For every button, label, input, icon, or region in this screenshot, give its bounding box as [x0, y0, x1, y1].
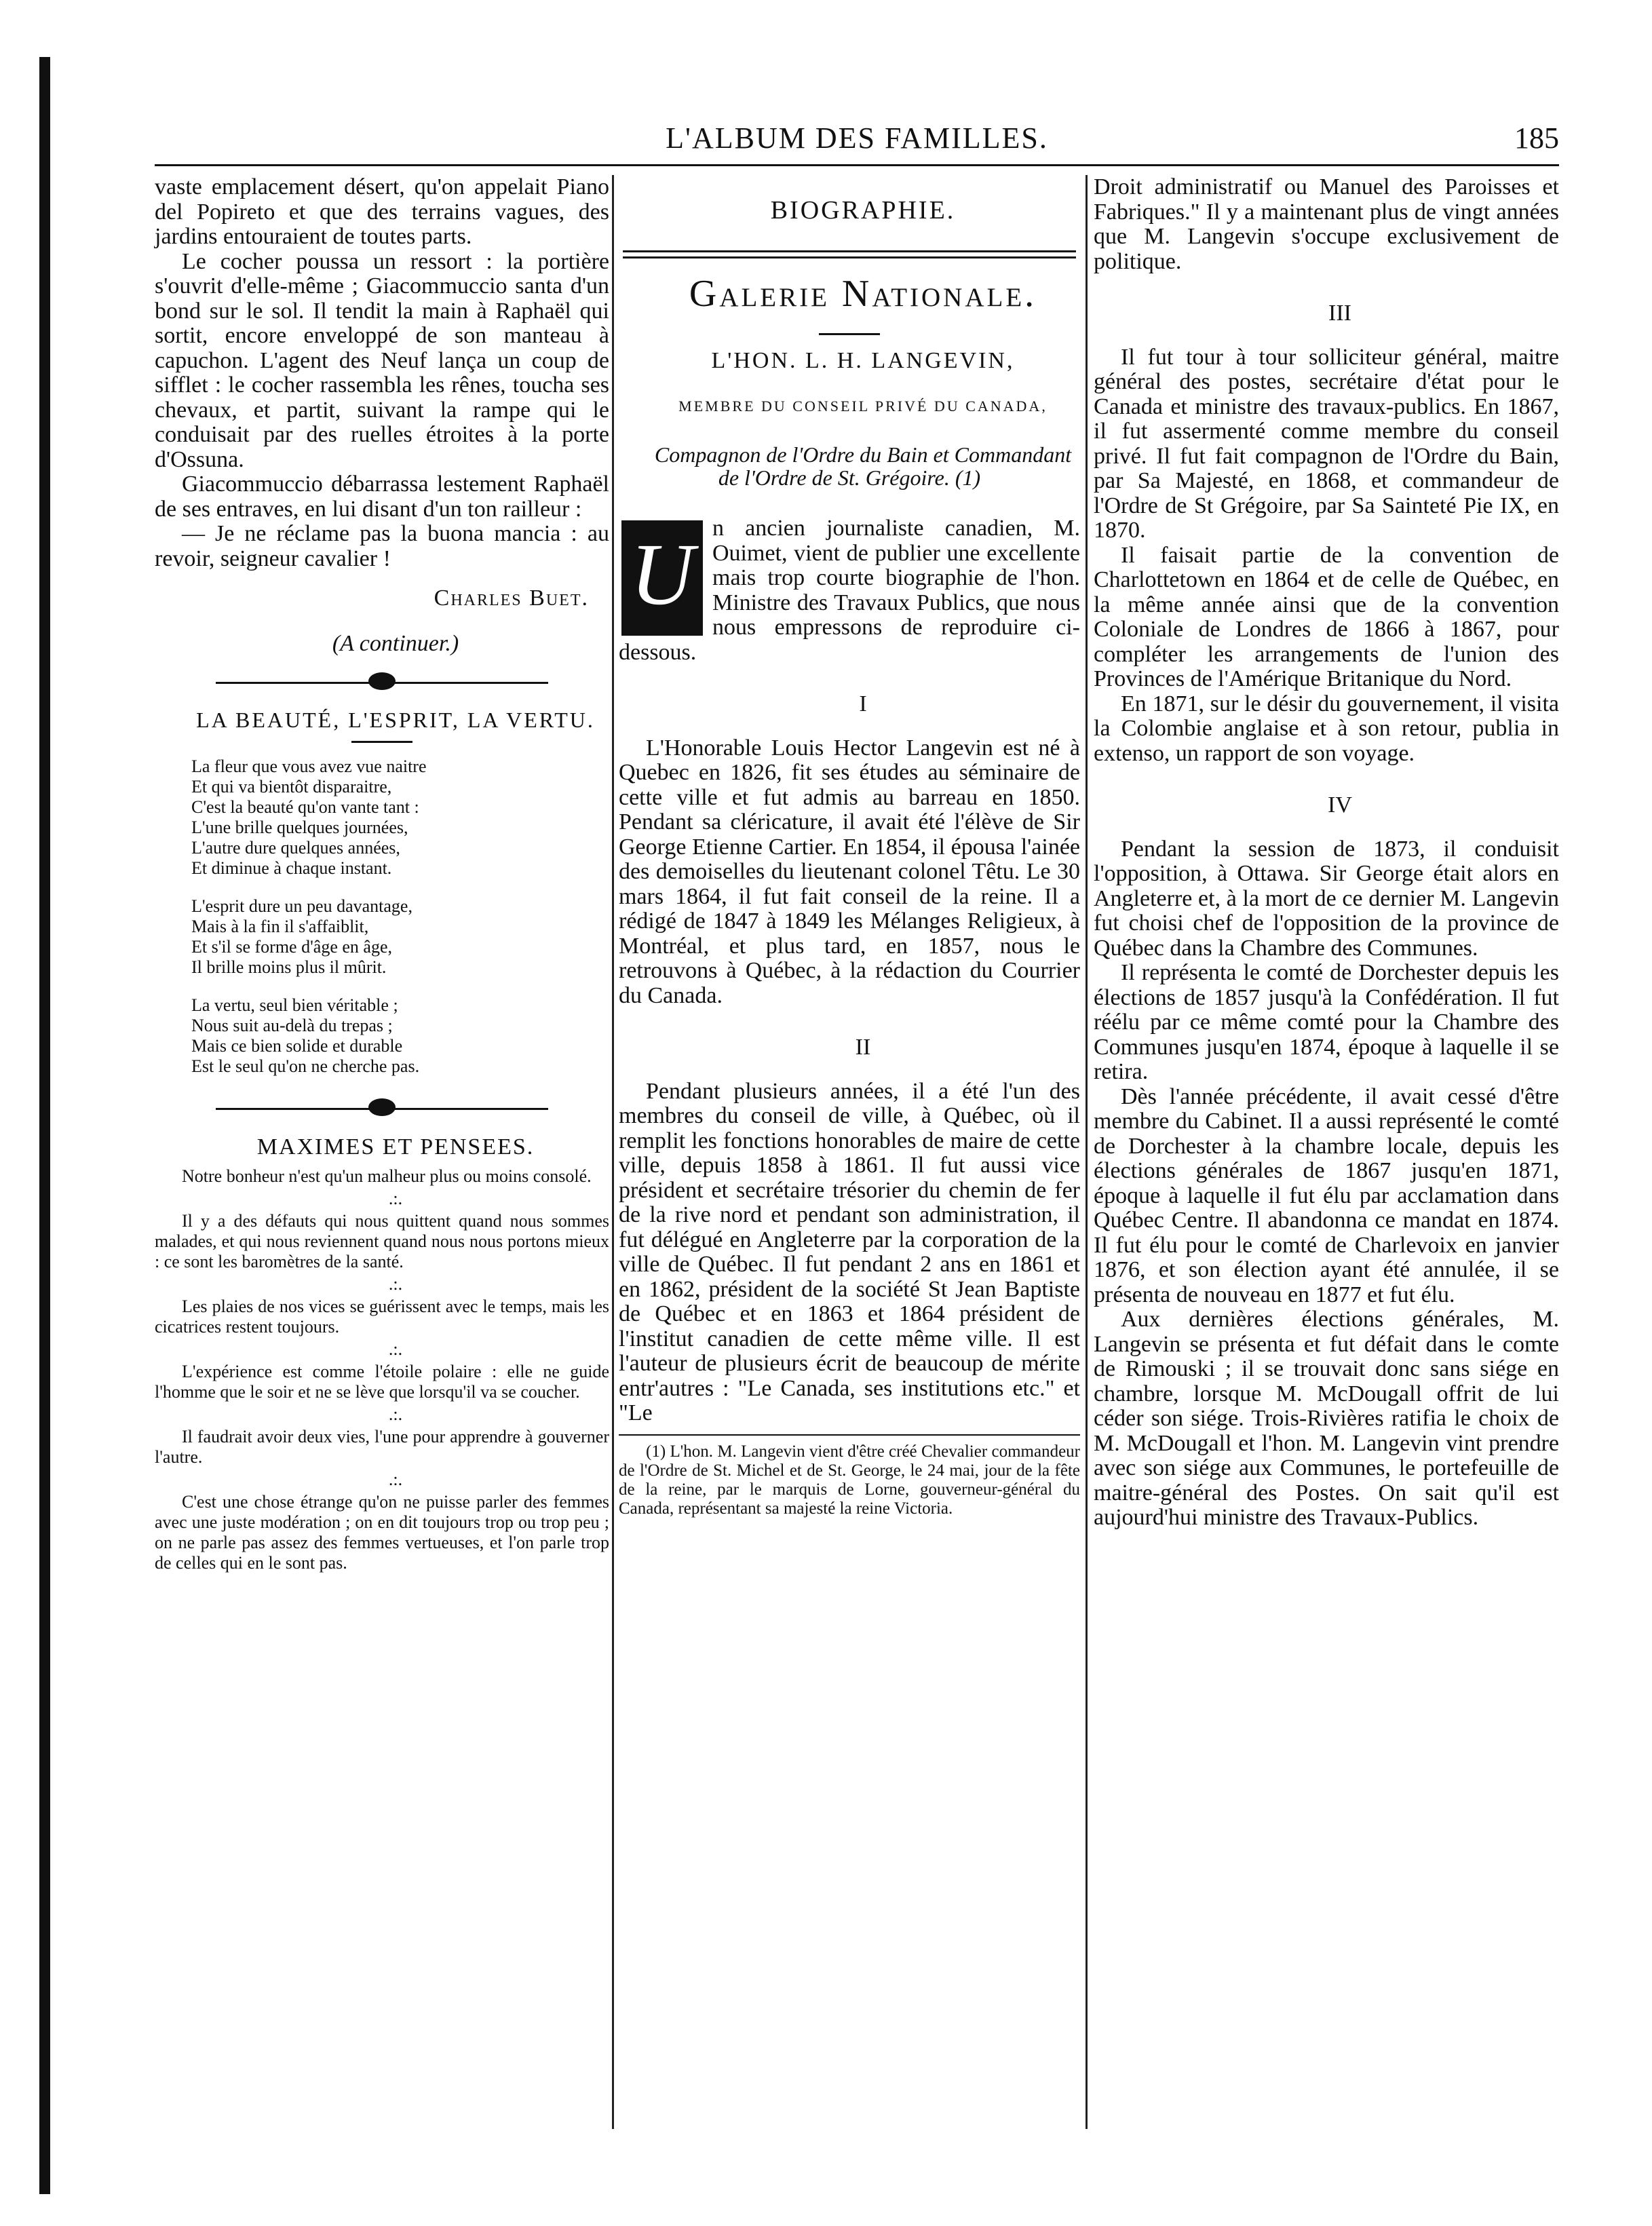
maxim-separator: .:. — [388, 1339, 403, 1359]
bio-paragraph: Il faisait partie de la convention de Charlottetown en 1864 et de celle de Québec, en la même année ainsi que de la convention Coloniale de Londres de 1866 à 1867, pour compléter les arrangements de l'union des Provinces de l'Amérique Britanique du Nord. — [1094, 542, 1559, 691]
subject-name: L'HON. L. H. LANGEVIN, — [711, 348, 1015, 373]
bio-paragraph: Pendant plusieurs années, il a été l'un des membres du conseil de ville, à Québec, où il remplit les fonctions honorables de maire de cette ville, depuis 1858 à 1861. Il fut aussi vice président et secrétaire trésorier du chemin de fer de la rive nord et pendant son administration, il fut délégué en Angleterre par la corporation de la ville de Québec. Il fut pendant 2 ans en 1861 et en 1862, président de la société St Jean Baptiste de Québec et en 1863 et 1864 président de l'institut canadien de cette même ville. Il est l'auteur de plusieurs écrit de beaucoup de mérite entr'autres : "Le Canada, ses institutions etc." et "Le — [619, 1078, 1080, 1425]
poem-stanza — [191, 995, 609, 1077]
maxim: C'est une chose étrange qu'on ne puisse parler des femmes avec une juste modération ; on en dit toujours trop ou trop peu ; on ne parle pas assez des femmes vertueuses, et l'on parle trop de celles qui en le sont pas. — [155, 1492, 609, 1573]
author-signature: Charles Buet. — [434, 586, 589, 611]
drop-cap-letter: U — [621, 520, 703, 636]
intro-block — [619, 516, 1080, 665]
poem-line: L'une brille quelques journées, — [191, 817, 408, 837]
poem-line: Mais ce bien solide et durable — [191, 1035, 403, 1056]
series-title: Galerie Nationale. — [689, 272, 1037, 315]
short-rule — [351, 741, 412, 743]
poem-line: Et diminue à chaque instant. — [191, 858, 392, 878]
subject-office: MEMBRE DU CONSEIL PRIVÉ DU CANADA, — [678, 397, 1048, 415]
column-2 — [619, 175, 1080, 1518]
poem-line: Il brille moins plus il mûrit. — [191, 957, 387, 977]
bio-paragraph: Dès l'année précédente, il avait cessé d'être membre du Cabinet. Il a aussi représenté le comté de Dorchester à la chambre locale, depuis les élections générales de 1867 jusqu'en 1871, époque à laquelle il fut élu par acclamation dans Québec Centre. Il abandonna ce mandat en 1874. Il fut élu pour le comté de Charlevoix en janvier 1876, et son élection ayant été annulée, il se présenta de nouveau en 1877 et fut élu. — [1094, 1083, 1559, 1307]
to-be-continued: (A continuer.) — [332, 630, 459, 656]
column-3 — [1094, 175, 1559, 1531]
poem — [191, 756, 609, 1077]
maxim: Les plaies de nos vices se guérissent avec le temps, mais les cicatrices restent toujours. — [155, 1297, 609, 1337]
bio-paragraph: L'Honorable Louis Hector Langevin est né à Quebec en 1826, fit ses études au séminaire de cette ville et fut admis au barreau en 1850. Pendant sa cléricature, il avait été l'élève de Sir George Etienne Cartier. En 1854, il épousa l'ainée des demoiselles du lieutenant colonel Têtu. Le 30 mars 1864, il fut fait conseil de la reine. Il a rédigé de 1847 à 1849 les Mélanges Religieux, à Montréal, et plus tard, en 1857, nous le retrouvons à Québec, à la rédaction du Courrier du Canada. — [619, 735, 1080, 1008]
story-paragraph: vaste emplacement désert, qu'on appelait Piano del Popireto et que des terrains vagues, des jardins entouraient de toutes parts. — [155, 174, 609, 249]
story-paragraph: Giacommuccio débarrassa lestement Raphaël de ses entraves, en lui disant d'un ton railleur : — [155, 472, 609, 522]
poem-title: LA BEAUTÉ, L'ESPRIT, LA VERTU. — [196, 708, 595, 732]
ornamental-divider — [155, 668, 609, 695]
maxim: L'expérience est comme l'étoile polaire : elle ne guide l'homme que le soir et ne se lève que lorsqu'il va se coucher. — [155, 1362, 609, 1402]
ornamental-divider — [155, 1094, 609, 1121]
short-rule — [819, 333, 880, 335]
bio-paragraph: Droit administratif ou Manuel des Paroisses et Fabriques." Il y a maintenant plus de vingt années que M. Langevin s'occupe exclusivement de politique. — [1094, 174, 1559, 274]
poem-line: C'est la beauté qu'on vante tant : — [191, 797, 419, 817]
section-heading: BIOGRAPHIE. — [770, 196, 956, 225]
column-rule-1 — [612, 175, 614, 2129]
poem-line: Est le seul qu'on ne cherche pas. — [191, 1056, 420, 1076]
section-number: I — [859, 691, 867, 716]
maxim: Notre bonheur n'est qu'un malheur plus ou moins consolé. — [182, 1166, 592, 1186]
poem-stanza — [191, 896, 609, 978]
poem-line: Et s'il se forme d'âge en âge, — [191, 936, 392, 957]
bio-paragraph: Il représenta le comté de Dorchester depuis les élections de 1857 jusqu'à la Confédération. Il fut réélu par ce même comté pour la Chambre des Communes jusqu'en 1874, époque à laquelle il se retira. — [1094, 960, 1559, 1084]
bio-paragraph: Il fut tour à tour solliciteur général, maitre général des postes, secrétaire d'état pour le Canada et ministre des travaux-publics. En 1867, il fut assermenté comme membre du conseil privé. Il fut fait compagnon de l'Ordre du Bain, par Sa Majesté, en 1868, et commandeur de l'Ordre de St Grégoire, par Sa Sainteté Pie IX, en 1870. — [1094, 344, 1559, 543]
bio-paragraph: Aux dernières élections générales, M. Langevin se présenta et fut défait dans le comte de Rimouski ; il se trouvait donc sans siége en chambre, lorsque M. McDougall offrit de lui céder son siége. Trois-Rivières ratifia le choix de M. McDougall et l'hon. M. Langevin vint prendre avec son siége aux Communes, le portefeuille de maitre-général des Postes. On sait qu'il est aujourd'hui ministre des Travaux-Publics. — [1094, 1307, 1559, 1530]
maxim: Il y a des défauts qui nous quittent quand nous sommes malades, et qui nous reviennent quand nous nous portons mieux : ce sont les baromètres de la santé. — [155, 1211, 609, 1271]
maxim-separator: .:. — [388, 1189, 403, 1208]
maxim-separator: .:. — [388, 1404, 403, 1424]
running-title: L'ALBUM DES FAMILLES. — [666, 121, 1048, 155]
subject-honours: Compagnon de l'Ordre du Bain et Commandant de l'Ordre de St. Grégoire. (1) — [654, 442, 1072, 490]
maxim-separator: .:. — [388, 1470, 403, 1489]
maxims-title: MAXIMES ET PENSEES. — [256, 1134, 535, 1159]
story-paragraph: Le cocher poussa un ressort : la portière s'ouvrit d'elle-même ; Giacommuccio santa d'un bond sur le sol. Il tendit la main à Raphaël qui sortit, encore enveloppé de son manteau à capuchon. L'agent des Neuf lança un coup de sifflet : le cocher rassembla les rênes, toucha ses chevaux, et partit, suivant la rampe qui le conduisait par des ruelles étroites à la porte d'Ossuna. — [155, 248, 609, 472]
column-1 — [155, 175, 609, 1577]
bio-paragraph: En 1871, sur le désir du gouvernement, il visita la Colombie anglaise et à son retour, publia in extenso, un rapport de son voyage. — [1094, 691, 1559, 766]
maxim-separator: .:. — [388, 1274, 403, 1294]
poem-line: L'esprit dure un peu davantage, — [191, 896, 412, 916]
poem-line: L'autre dure quelques années, — [191, 837, 400, 858]
header-rule — [155, 164, 1559, 166]
double-rule — [623, 250, 1076, 258]
footnote: (1) L'hon. M. Langevin vient d'être créé Chevalier commandeur de l'Ordre de St. Michel et de St. George, le 24 mai, jour de la fête de la reine, par le marquis de Lorne, gouverneur-général du Canada, représentant sa majesté la reine Victoria. — [619, 1434, 1080, 1518]
maxim: Il faudrait avoir deux vies, l'une pour apprendre à gouverner l'autre. — [155, 1427, 609, 1467]
poem-line: Nous suit au-delà du trepas ; — [191, 1015, 393, 1035]
section-number: III — [1328, 301, 1351, 326]
page-number: 185 — [1514, 121, 1559, 155]
intro-paragraph: n ancien journaliste canadien, M. Ouimet, vient de publier une excellente mais trop courte biographie de l'hon. Ministre des Travaux Publics, que nous nous empressons de reproduire ci-dessous. — [619, 516, 1080, 665]
section-number: IV — [1328, 792, 1352, 818]
bio-paragraph: Pendant la session de 1873, il conduisit l'opposition, à Ottawa. Sir George était alors en Angleterre et, à la mort de ce dernier M. Langevin fut choisi chef de l'opposition de la province de Québec dans la Chambre des Communes. — [1094, 836, 1559, 961]
scan-margin-bar — [39, 57, 50, 2194]
poem-line: Mais à la fin il s'affaiblit, — [191, 916, 369, 936]
section-number: II — [855, 1035, 871, 1060]
poem-line: Et qui va bientôt disparaitre, — [191, 776, 392, 797]
poem-stanza — [191, 756, 609, 879]
page-header — [155, 121, 1559, 161]
column-rule-2 — [1086, 175, 1088, 2129]
story-paragraph: — Je ne réclame pas la buona mancia : au revoir, seigneur cavalier ! — [155, 521, 609, 571]
poem-line: La vertu, seul bien véritable ; — [191, 995, 398, 1015]
poem-line: La fleur que vous avez vue naitre — [191, 756, 427, 776]
